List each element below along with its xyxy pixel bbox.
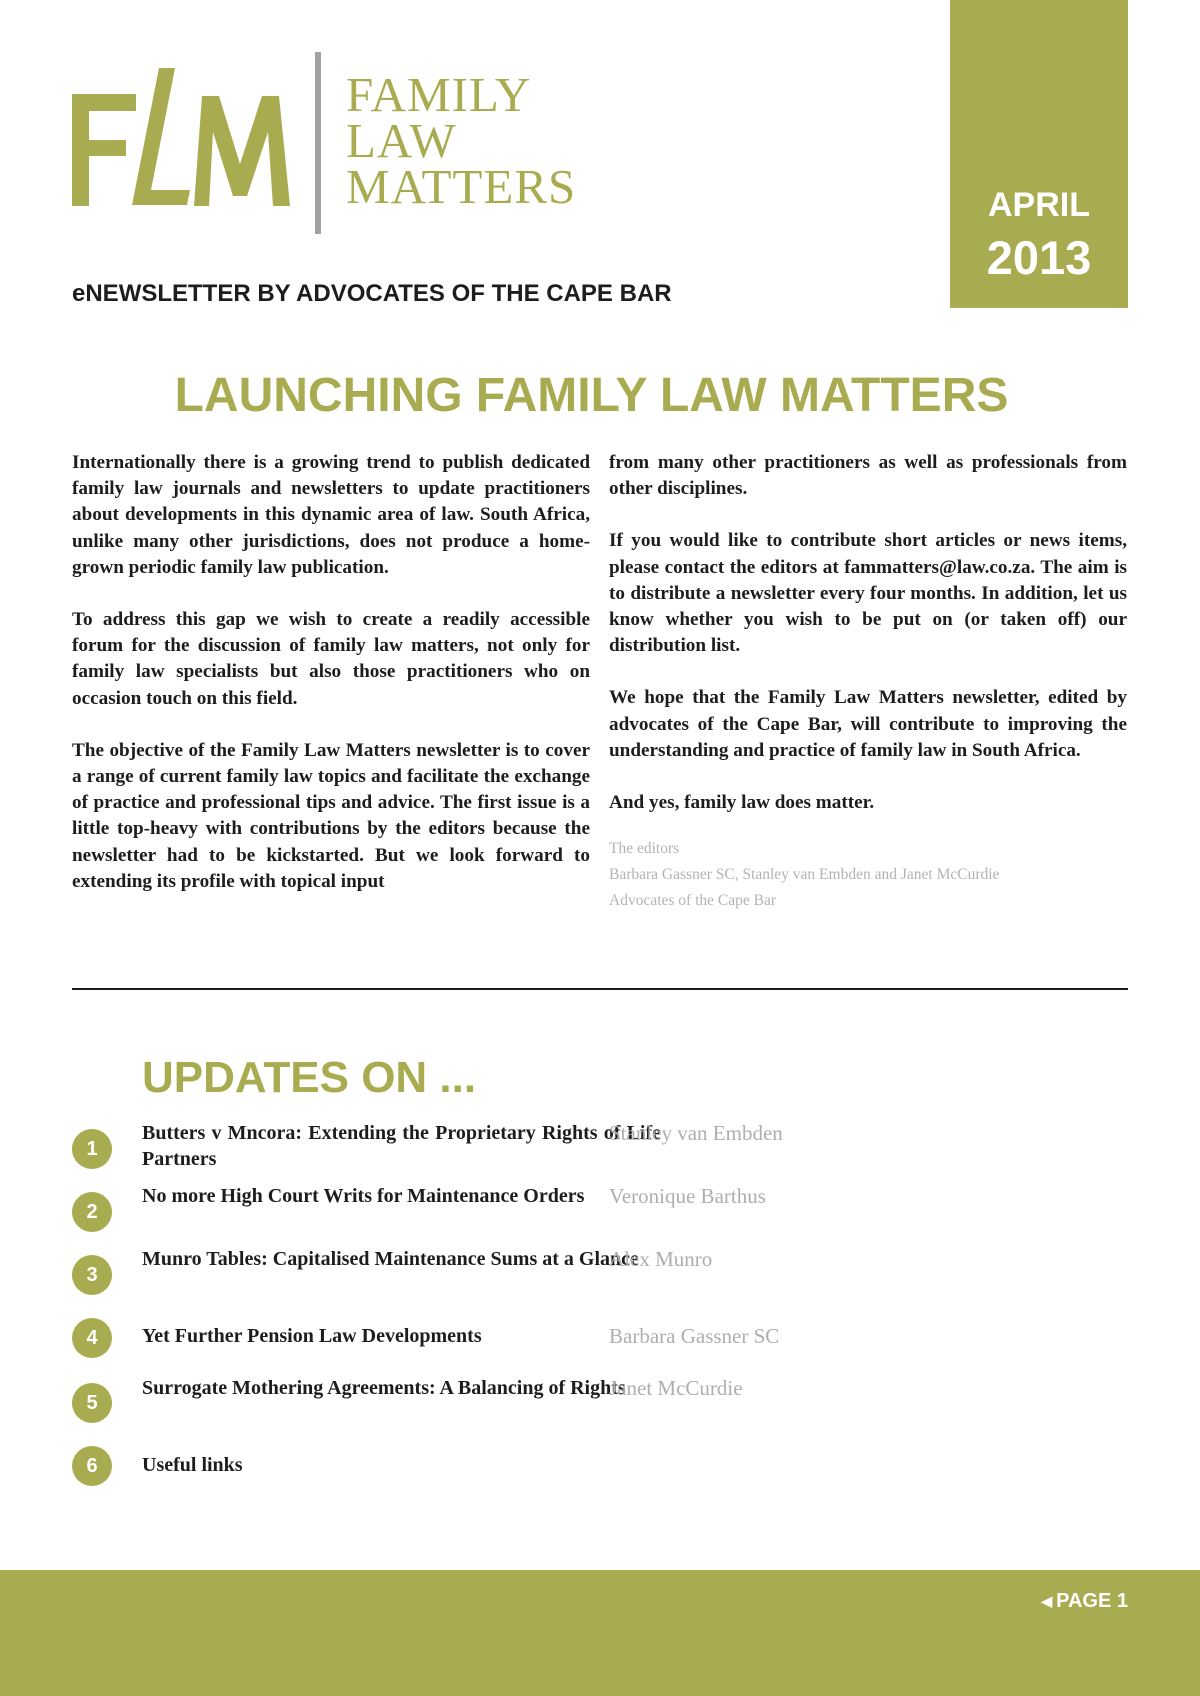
update-author: Stanley van Embden bbox=[609, 1121, 783, 1145]
update-topic[interactable]: Useful links bbox=[142, 1454, 243, 1476]
update-author: Janet McCurdie bbox=[609, 1376, 743, 1400]
update-author: Alex Munro bbox=[609, 1247, 713, 1271]
updates-title: UPDATES ON ... bbox=[142, 1053, 477, 1102]
update-number-badge: 3 bbox=[72, 1255, 112, 1295]
logo-word-family: FAMILY bbox=[346, 67, 532, 122]
flm-logo-mark bbox=[72, 68, 294, 218]
update-number-badge: 4 bbox=[72, 1318, 112, 1358]
article-paragraph: from many other practitioners as well as professionals from other disciplines. bbox=[609, 452, 1127, 500]
update-topic[interactable]: Munro Tables: Capitalised Maintenance Sums at a Glance bbox=[142, 1248, 639, 1270]
chevron-left-icon: ◀ bbox=[1041, 1593, 1053, 1609]
update-author: Veronique Barthus bbox=[609, 1184, 766, 1208]
editors-signoff bbox=[609, 836, 1127, 914]
update-topic[interactable]: Yet Further Pension Law Developments bbox=[142, 1325, 482, 1347]
article-paragraph-contact: If you would like to contribute short articles or news items, please contact the editors at fammatters@law.co.za. The aim is to distribute a newsletter every four months. In addition, let us know whether you wish to be put on (or taken off) our distribution list. bbox=[609, 530, 1127, 657]
signoff-label: The editors bbox=[609, 840, 680, 858]
update-topic[interactable]: Surrogate Mothering Agreements: A Balancing of Rights bbox=[142, 1377, 626, 1399]
logo-word-law: LAW bbox=[346, 113, 457, 168]
update-number-badge: 6 bbox=[72, 1446, 112, 1486]
logo-divider bbox=[315, 52, 321, 234]
article-column-left bbox=[72, 450, 590, 921]
signoff-affiliation: Advocates of the Cape Bar bbox=[609, 892, 776, 910]
page-link[interactable] bbox=[1041, 1590, 1128, 1613]
logo-word-matters: MATTERS bbox=[346, 159, 577, 214]
article-paragraph: Internationally there is a growing trend to publish dedicated family law journals and newsletters to update practitioners about developments in this dynamic area of law. South Africa, unlike many other jurisdictions, does not produce a home-grown periodic family law publication. bbox=[72, 452, 590, 578]
article-paragraph: We hope that the Family Law Matters newsletter, edited by advocates of the Cape Bar, will contribute to improving the understanding and practice of family law in South Africa. bbox=[609, 687, 1127, 761]
issue-date-box bbox=[950, 0, 1128, 308]
logo-wordmark bbox=[346, 67, 577, 214]
tagline: eNEWSLETTER BY ADVOCATES OF THE CAPE BAR bbox=[72, 280, 672, 307]
issue-year: 2013 bbox=[986, 231, 1092, 284]
article-paragraph: And yes, family law does matter. bbox=[609, 792, 875, 814]
article-title: LAUNCHING FAMILY LAW MATTERS bbox=[174, 369, 1009, 422]
update-topic[interactable]: No more High Court Writs for Maintenance Orders bbox=[142, 1185, 585, 1207]
article-column-right bbox=[609, 450, 1127, 914]
signoff-names: Barbara Gassner SC, Stanley van Embden and Janet McCurdie bbox=[609, 866, 1000, 884]
footer-bar bbox=[0, 1570, 1200, 1696]
issue-month: APRIL bbox=[988, 186, 1090, 224]
section-divider bbox=[72, 988, 1128, 990]
update-author: Barbara Gassner SC bbox=[609, 1324, 780, 1348]
update-number-badge: 1 bbox=[72, 1129, 112, 1169]
page-label: PAGE 1 bbox=[1056, 1590, 1128, 1612]
update-topic[interactable]: Butters v Mncora: Extending the Proprietary Rights of Life Partners bbox=[142, 1122, 661, 1170]
article-paragraph: The objective of the Family Law Matters newsletter is to cover a range of current family law topics and facilitate the exchange of practice and professional tips and advice. The first issue is a little top-heavy with contributions by the editors because the newsletter had to be kickstarted. But we look forward to extending its profile with topical input bbox=[72, 739, 590, 892]
update-number-badge: 5 bbox=[72, 1383, 112, 1423]
article-paragraph: To address this gap we wish to create a readily accessible forum for the discussion of family law matters, not only for family law specialists but also those practitioners who on occasion touch on this field. bbox=[72, 609, 590, 709]
update-number-badge: 2 bbox=[72, 1192, 112, 1232]
